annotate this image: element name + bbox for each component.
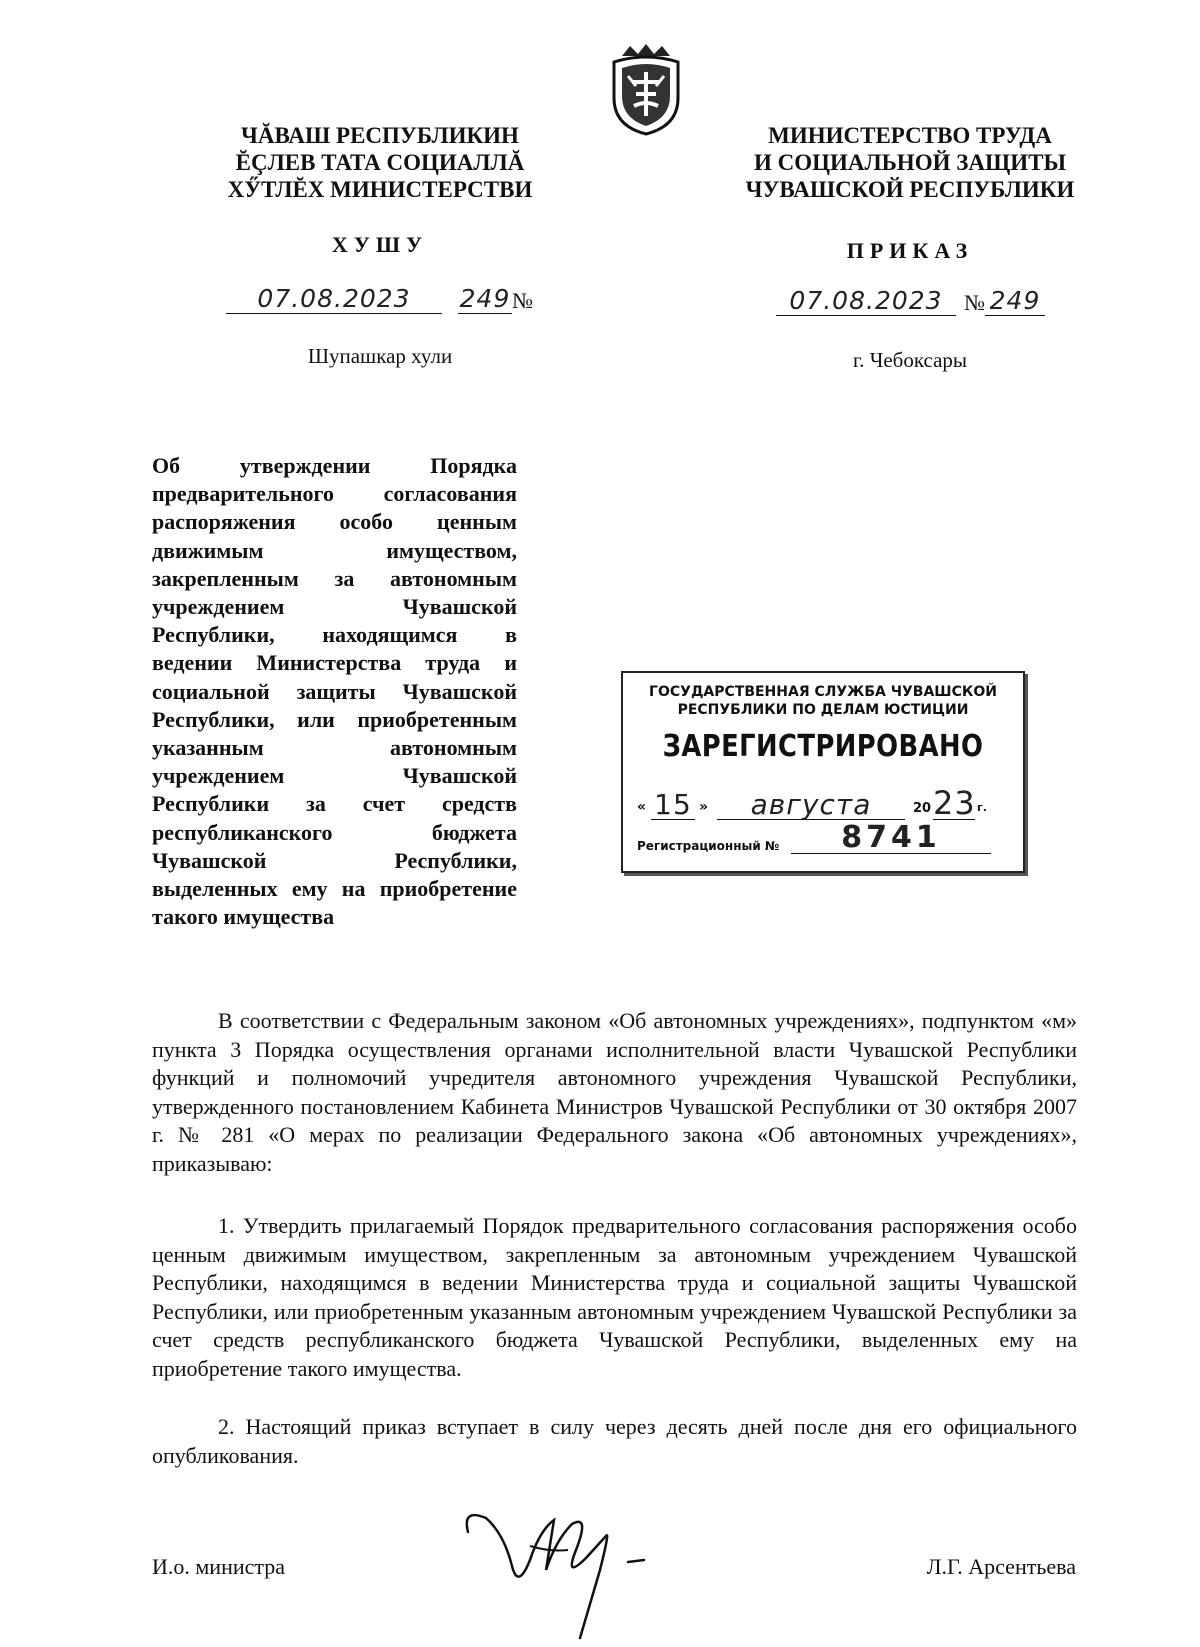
body-item-2: 2. Настоящий приказ вступает в силу через десять дней после дня его официального опубликования. [152,1414,1077,1468]
right-doc-type: ПРИКАЗ [846,238,974,263]
signature-position: И.о. министра [152,1554,286,1579]
left-date: 07.08.2023 [226,284,442,314]
document-subject: Об утверждении Порядка предварительного согласования распоряжения особо ценным движимым имуществом, закрепленным за автономным учреждением Чувашской Республики, находящимся в ведении Министерства труда и социальной защиты Чувашской Республики, или приобретенным указанным автономным учреждением Чувашской Республики за счет средств республиканского бюджета Чувашской Республики, выделенных ему на приобретение такого имущества [152,453,517,930]
stamp-date-line [637,784,1009,822]
signature-name: Л.Г. Арсентьева [926,1554,1076,1579]
stamp-year-suffix: 23 [933,784,976,822]
left-org-line-3: ХӲТЛĔХ МИНИСТЕРСТВИ [227,177,533,202]
right-date: 07.08.2023 [776,286,956,316]
coat-of-arms-emblem [606,42,686,136]
left-doc-type: ХУШУ [331,232,429,257]
left-header-org [180,122,580,203]
stamp-org-line-2: РЕСПУБЛИКИ ПО ДЕЛАМ ЮСТИЦИИ [677,702,969,718]
stamp-org [623,683,1023,719]
left-org-line-2: ĔÇЛЕВ ТАТА СОЦИАЛЛĂ [235,150,525,175]
stamp-year-mark: г. [977,801,987,814]
right-place: г. Чебоксары [852,348,968,372]
right-org-line-2: И СОЦИАЛЬНОЙ ЗАЩИТЫ [753,150,1067,175]
left-number-sign: № [512,288,533,313]
left-number: 249 [459,284,511,313]
left-date-line [226,274,566,314]
right-header-org [710,122,1110,203]
stamp-quote-close: » [699,799,709,815]
left-place: Шупашкар хули [307,344,453,368]
stamp-reg-number: 8741 [791,823,991,854]
body-item-1: 1. Утвердить прилагаемый Порядок предварительного согласования распоряжения особо ценным движимым имуществом, закрепленным за автономным учреждением Чувашской Республики, находящимся в ведении Министерства труда и социальной защиты Чувашской Республики, или приобретенным указанным автономным учреждением Чувашской Республики за счет средств республиканского бюджета Чувашской Республики, выделенных ему на приобретение такого имущества. [152,1213,1077,1381]
right-number: 249 [985,286,1045,316]
registration-stamp [621,671,1025,873]
stamp-quote-open: « [637,799,647,815]
handwritten-signature [460,1500,680,1640]
stamp-day: 15 [651,791,695,820]
stamp-reg-label: Регистрационный № [637,839,780,853]
left-org-line-1: ЧĂВАШ РЕСПУБЛИКИН [241,123,519,148]
stamp-number-line [637,820,1009,857]
stamp-month: августа [717,791,905,820]
right-date-line [776,276,1106,316]
body-intro: В соответствии с Федеральным законом «Об автономных учреждениях», подпунктом «м» пункта 3 Порядка осуществления органами исполнительной власти Чувашской Республики функций и полномочий учредителя автономного учреждения Чувашской Республики, утвержденного постановлением Кабинета Министров Чувашской Республики от 30 октября 2007 г. № 281 «О мерах по реализации Федерального закона «Об автономных учреждениях», приказываю: [152,1008,1077,1176]
stamp-status: ЗАРЕГИСТРИРОВАНО [662,729,984,764]
right-org-line-1: МИНИСТЕРСТВО ТРУДА [768,123,1052,148]
right-number-sign: № [964,290,985,315]
right-org-line-3: ЧУВАШСКОЙ РЕСПУБЛИКИ [745,177,1075,202]
stamp-year-prefix: 20 [913,801,932,816]
stamp-org-line-1: ГОСУДАРСТВЕННАЯ СЛУЖБА ЧУВАШСКОЙ [649,684,997,700]
